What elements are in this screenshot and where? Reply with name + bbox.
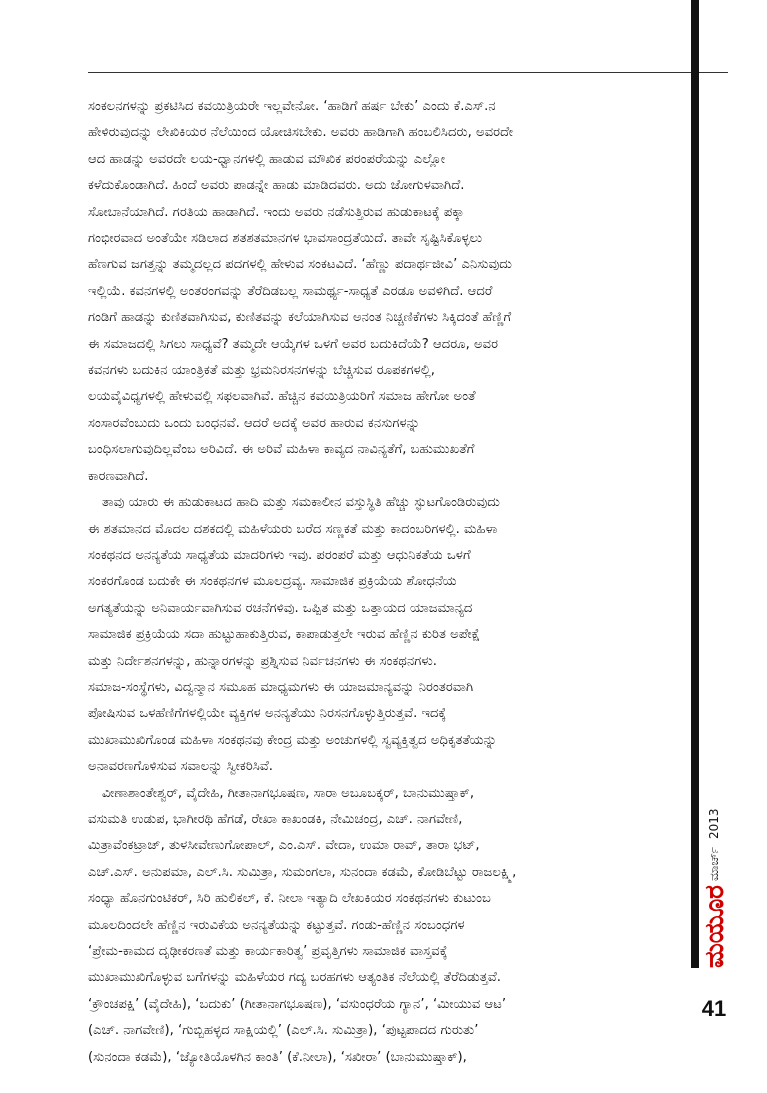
text-line: ಮೂಲದಿಂದಲೇ ಹೆಣ್ಣಿನ ಇರುವಿಕೆಯ ಅನನ್ಯತೆಯನ್ನು ಕಟ್ಟುತ್ತವೆ. ಗಂಡು-ಹೆಣ್ಣಿನ ಸಂಬಂಧಗಳ — [88, 917, 465, 933]
text-line: ಸಾಮಾಜಿಕ ಪ್ರಕ್ರಿಯೆಯ ಸದಾ ಹುಟ್ಟುಹಾಕುತ್ತಿರುವ, ಕಾಪಾಡುತ್ತಲೇ ಇರುವ ಹೆಣ್ಣಿನ ಕುರಿತ ಅಪೇಕ್ಷೆ — [88, 627, 481, 643]
text-line: ಸಮಾಜ-ಸಂಸ್ಥೆಗಳು, ವಿದ್ವನ್ಮಾನ ಸಮೂಹ ಮಾಧ್ಯಮಗಳು ಈ ಯಾಜಮಾನ್ಯವನ್ನು ನಿರಂತರವಾಗಿ — [88, 679, 474, 695]
text-line: ಸಂಸಾರವೆಂಬುದು ಒಂದು ಬಂಧನವೆ. ಆದರೆ ಅದಕ್ಕೆ ಅವರ ಹಾರುವ ಕನಸುಗಳನ್ನು — [88, 415, 420, 431]
text-line: ಮುಖಾಮುಖಿಗೊಳ್ಳುವ ಬಗೆಗಳನ್ನು ಮಹಿಳೆಯರ ಗದ್ಯ ಬರಹಗಳು ಆತ್ಯಂತಿಕ ನೆಲೆಯಲ್ಲಿ ತೆರೆದಿಡುತ್ತವೆ. — [88, 970, 502, 986]
text-line: (ಸುನಂದಾ ಕಡಮೆ), ‘ಜ್ಯೋತಿಯೊಳಗಿನ ಕಾಂತಿ’ (ಕೆ.ನೀಲಾ), ‘ಸಖೀರಾ’ (ಬಾನುಮುಷ್ತಾಕ್), — [88, 1049, 467, 1065]
page-number: 41 — [701, 996, 727, 1021]
issue-month: ಮಾರ್ಚ್ — [707, 847, 721, 881]
text-line: ಮುಖಾಮುಖಿಗೊಂಡ ಮಹಿಳಾ ಸಂಕಥನವು ಕೇಂದ್ರ ಮತ್ತು ಅಂಚುಗಳಲ್ಲಿ ಸ್ವವ್ಯಕ್ತಿತ್ವದ ಅಧಿಕೃತತೆಯನ್ನು — [88, 732, 497, 748]
text-line: ಗಂಭೀರವಾದ ಅಂತೆಯೇ ಸಡಿಲಾದ ಶತಶತಮಾನಗಳ ಭಾವಸಾಂದ್ರತೆಯಿದೆ. ತಾವೇ ಸೃಷ್ಟಿಸಿಕೊಳ್ಳಲು — [88, 231, 483, 247]
magazine-name: ಮಯೂರ — [700, 885, 730, 968]
paragraph — [88, 490, 692, 780]
paragraph — [88, 781, 692, 1071]
text-line: ಇಲ್ಲಿಯೆ. ಕವನಗಳಲ್ಲಿ ಅಂತರಂಗವನ್ನು ತೆರೆದಿಡಬಲ್ಲ ಸಾಮರ್ಥ್ಯ-ಸಾಧ್ಯತೆ ಎರಡೂ ಅವಳಿಗಿದೆ. ಆದರೆ — [88, 283, 493, 299]
text-line: ಅಗತ್ಯತೆಯನ್ನು ಅನಿವಾರ್ಯವಾಗಿಸುವ ರಚನೆಗಳಿವು. ಒಪ್ಪಿತ ಮತ್ತು ಒತ್ತಾಯದ ಯಾಜಮಾನ್ಯದ — [88, 600, 473, 616]
text-line: ಕವನಗಳು ಬದುಕಿನ ಯಾಂತ್ರಿಕತೆ ಮತ್ತು ಭ್ರಮನಿರಸನಗಳನ್ನು ಬೆಚ್ಚಿಸುವ ರೂಪಕಗಳಲ್ಲಿ, — [88, 363, 435, 379]
text-line: ಸಂಕಥನದ ಅನನ್ಯತೆಯ ಸಾಧ್ಯತೆಯ ಮಾದರಿಗಳು ಇವು. ಪರಂಪರೆ ಮತ್ತು ಆಧುನಿಕತೆಯ ಒಳಗೆ — [88, 547, 471, 563]
text-line: ಅನಾವರಣಗೊಳಿಸುವ ಸವಾಲನ್ನು ಸ್ವೀಕರಿಸಿವೆ. — [88, 759, 274, 775]
text-line: ಹೆಣಗುವ ಜಗತ್ತನ್ನು ತಮ್ಮದಲ್ಲದ ಪದಗಳಲ್ಲಿ ಹೇಳುವ ಸಂಕಟವಿದೆ. ‘ಹೆಣ್ಣು ಪದಾರ್ಥಜೀವಿ’ ಎನಿಸುವುದು — [88, 257, 512, 273]
text-line: ಲಯವೈವಿಧ್ಯಗಳಲ್ಲಿ ಹೇಳುವಲ್ಲಿ ಸಫಲವಾಗಿವೆ. ಹೆಚ್ಚಿನ ಕವಯಿತ್ರಿಯರಿಗೆ ಸಮಾಜ ಹೇಗೋ ಅಂತೆ — [88, 389, 476, 405]
text-line: ವೀಣಾಶಾಂತೇಶ್ವರ್, ವೈದೇಹಿ, ಗೀತಾನಾಗಭೂಷಣ, ಸಾರಾ ಅಬೂಬಕ್ಕರ್, ಬಾನುಮುಷ್ತಾಕ್, — [102, 785, 475, 801]
text-line: ಮಿತ್ರಾವೆಂಕಟ್ರಾಜ್, ತುಳಸೀವೇಣುಗೋಪಾಲ್, ಎಂ.ಎಸ್. ವೇದಾ, ಉಮಾ ರಾವ್, ತಾರಾ ಭಟ್, — [88, 838, 480, 854]
text-line: ಎಚ್.ಎಸ್. ಅನುಪಮಾ, ಎಲ್.ಸಿ. ಸುಮಿತ್ರಾ, ಸುಮಂಗಲಾ, ಸುನಂದಾ ಕಡಮೆ, ಕೋಡಿಬೆಟ್ಟು ರಾಜಲಕ್ಷ್ಮಿ, — [88, 864, 517, 880]
text-line: ಈ ಶತಮಾನದ ಮೊದಲ ದಶಕದಲ್ಲಿ ಮಹಿಳೆಯರು ಬರೆದ ಸಣ್ಣಕತೆ ಮತ್ತು ಕಾದಂಬರಿಗಳಲ್ಲಿ. ಮಹಿಳಾ — [88, 521, 498, 537]
text-line: ಗಂಡಿಗೆ ಹಾಡನ್ನು ಕುಣಿತವಾಗಿಸುವ, ಕುಣಿತವನ್ನು ಕಲೆಯಾಗಿಸುವ ಅನಂತ ನಿಚ್ಚಣಿಕೆಗಳು ಸಿಕ್ಕಿದಂತೆ ಹೆಣ್ಣಿಗೆ — [88, 310, 512, 326]
text-line: ಸಂಧ್ಯಾ ಹೊನಗುಂಟಿಕರ್, ಸಿರಿ ಹುಲಿಕಲ್, ಕೆ. ನೀಲಾ ಇತ್ಯಾದಿ ಲೇಖಕಿಯರ ಸಂಕಥನಗಳು ಕುಟುಂಬ — [88, 891, 491, 907]
article-body — [88, 94, 692, 1071]
text-line: ತಾವು ಯಾರು ಈ ಹುಡುಕಾಟದ ಹಾದಿ ಮತ್ತು ಸಮಕಾಲೀನ ವಸ್ತುಸ್ಥಿತಿ ಹೆಚ್ಚು ಸ್ಫುಟಗೊಂಡಿರುವುದು — [102, 495, 500, 511]
text-line: (ಎಚ್. ನಾಗವೇಣಿ), ‘ಗುಬ್ಬಿಹಳ್ಳದ ಸಾಕ್ಷಿಯಲ್ಲಿ’ (ಎಲ್.ಸಿ. ಸುಮಿತ್ರಾ), ‘ಪುಟ್ಟಪಾದದ ಗುರುತು’ — [88, 1023, 479, 1039]
text-line: ‘ಪ್ರೇಮ-ಕಾಮದ ದೃಢೀಕರಣತೆ ಮತ್ತು ಕಾರ್ಯಕಾರಿತ್ವ’ ಪ್ರವೃತ್ತಿಗಳು ಸಾಮಾಜಿಕ ವಾಸ್ತವಕ್ಕೆ — [88, 944, 448, 959]
text-line: ಕಾರಣವಾಗಿದೆ. — [88, 468, 149, 484]
text-line: ಸೋಬಾನೆಯಾಗಿದೆ. ಗರತಿಯ ಹಾಡಾಗಿದೆ. ಇಂದು ಅವರು ನಡೆಸುತ್ತಿರುವ ಹುಡುಕಾಟಕ್ಕೆ ಪಕ್ಕಾ — [88, 204, 465, 220]
text-line: ಕಳೆದುಕೊಂಡಾಗಿದೆ. ಹಿಂದೆ ಅವರು ಪಾಡನ್ನೇ ಹಾಡು ಮಾಡಿದವರು. ಅದು ಜೋಗುಳವಾಗಿದೆ. — [88, 178, 465, 194]
masthead — [692, 786, 740, 968]
text-line: ಆದ ಹಾಡನ್ನು ಅವರದೇ ಲಯ-ಧ್ವಾನಗಳಲ್ಲಿ ಹಾಡುವ ಮೌಖಿಕ ಪರಂಪರೆಯನ್ನು ಎಲ್ಲೋ — [88, 151, 446, 167]
text-line: ವಸುಮತಿ ಉಡುಪ, ಭಾಗೀರಥಿ ಹೆಗಡೆ, ರೇಖಾ ಕಾಖಂಡಕಿ, ನೇಮಿಚಂದ್ರ, ಎಚ್. ನಾಗವೇಣಿ, — [88, 811, 463, 827]
text-line: ಹೇಳಿರುವುದನ್ನು ಲೇಖಿಕಿಯರ ನೆಲೆಯಿಂದ ಯೋಚಿಸಬೇಕು. ಅವರು ಹಾಡಿಗಾಗಿ ಹಂಬಲಿಸಿದರು, ಅವರದೇ — [88, 125, 513, 141]
text-line: ಬಂಧಿಸಲಾಗುವುದಿಲ್ಲವೆಂಬ ಅರಿವಿದೆ. ಈ ಅರಿವೆ ಮಹಿಳಾ ಕಾವ್ಯದ ನಾವಿನ್ಯತೆಗೆ, ಬಹುಮುಖತೆಗೆ — [88, 442, 475, 458]
text-line: ಸಂಕಲನಗಳನ್ನು ಪ್ರಕಟಿಸಿದ ಕವಯಿತ್ರಿಯರೇ ಇಲ್ಲವೇನೋ. ‘ಹಾಡಿಗೆ ಹರ್ಷ ಬೇಕು’ ಎಂದು ಕೆ.ಎಸ್.ನ — [88, 99, 496, 114]
paragraph — [88, 94, 692, 490]
text-line: ಮತ್ತು ನಿರ್ದೇಶನಗಳನ್ನು, ಹುನ್ನಾರಗಳನ್ನು ಪ್ರಶ್ನಿಸುವ ನಿರ್ವಚನಗಳು ಈ ಸಂಕಥನಗಳು. — [88, 653, 437, 669]
top-rule — [88, 72, 728, 73]
issue-year: 2013 — [707, 808, 721, 840]
text-line: ಸಂಕರಗೊಂಡ ಬದುಕೇ ಈ ಸಂಕಥನಗಳ ಮೂಲದ್ರವ್ಯ. ಸಾಮಾಜಿಕ ಪ್ರಕ್ರಿಯೆಯ ಶೋಧನೆಯ — [88, 574, 457, 590]
text-line: ಪೋಷಿಸುವ ಒಳಹೆಣಿಗೆಗಳಲ್ಲಿಯೇ ವ್ಯಕ್ತಿಗಳ ಅನನ್ಯತೆಯು ನಿರಸನಗೊಳ್ಳುತ್ತಿರುತ್ತವೆ. ಇದಕ್ಕೆ — [88, 706, 447, 722]
text-line: ಈ ಸಮಾಜದಲ್ಲಿ ಸಿಗಲು ಸಾಧ್ಯವೆ? ತಮ್ಮದೇ ಆಯ್ಕೆಗಳ ಒಳಗೆ ಅವರ ಬದುಕಿದೆಯೆ? ಆದರೂ, ಅವರ — [88, 336, 499, 352]
text-line: ‘ಕ್ರೌಂಚಪಕ್ಷಿ’ (ವೈದೇಹಿ), ‘ಬದುಕು’ (ಗೀತಾನಾಗಭೂಷಣ), ‘ವಸುಂಧರೆಯ ಗ್ಯಾನ’, ‘ಮೀಯುವ ಆಟ’ — [88, 996, 507, 1012]
